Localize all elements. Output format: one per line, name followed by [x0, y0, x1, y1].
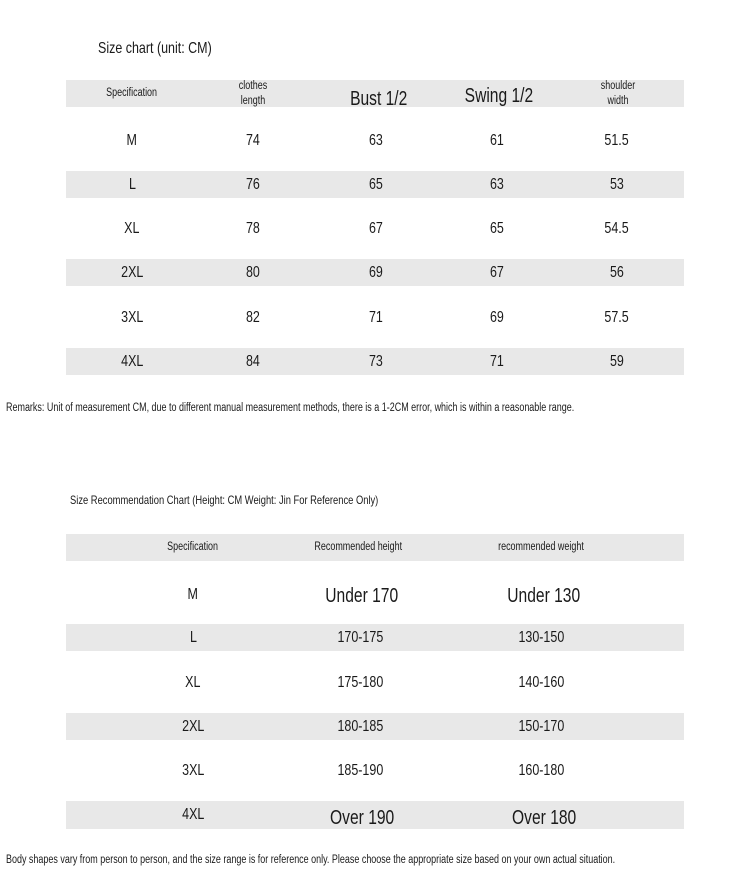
table-header-row: [66, 534, 684, 561]
size-cell: 2XL: [181, 717, 205, 735]
bust-cell: 63: [369, 131, 383, 149]
header-specification: Specification: [106, 87, 158, 99]
table-row: [66, 757, 684, 784]
size-cell: 3XL: [120, 308, 144, 326]
size-cell: 4XL: [120, 352, 144, 370]
header-swing: Swing 1/2: [464, 85, 534, 107]
table-row: [66, 127, 684, 154]
length-cell: 78: [246, 219, 260, 237]
swing-cell: 65: [490, 219, 504, 237]
recommendation-chart-title: Size Recommendation Chart (Height: CM Weight: Jin For Reference Only): [70, 493, 379, 507]
weight-cell: 140-160: [518, 673, 564, 691]
table-row: [66, 801, 684, 829]
size-cell: 3XL: [181, 761, 205, 779]
bust-cell: 69: [369, 263, 383, 281]
table-row: [66, 669, 684, 696]
shoulder-cell: 57.5: [604, 308, 630, 326]
size-cell: M: [126, 131, 138, 149]
size-cell: L: [189, 628, 197, 646]
height-cell: Under 170: [325, 585, 399, 607]
table-row: [66, 215, 684, 242]
length-cell: 76: [246, 175, 260, 193]
swing-cell: 63: [490, 175, 504, 193]
header-clothes-length: clothes length: [238, 79, 268, 107]
weight-cell: Under 130: [507, 585, 581, 607]
bust-cell: 65: [369, 175, 383, 193]
table-header-row: [66, 79, 684, 110]
size-chart-title: Size chart (unit: CM): [98, 40, 212, 57]
weight-cell: 130-150: [518, 628, 564, 646]
swing-cell: 69: [490, 308, 504, 326]
header-specification: Specification: [167, 541, 219, 553]
shoulder-cell: 56: [610, 263, 624, 281]
table-row: [66, 581, 684, 608]
length-cell: 82: [246, 308, 260, 326]
bust-cell: 73: [369, 352, 383, 370]
length-cell: 74: [246, 131, 260, 149]
length-cell: 84: [246, 352, 260, 370]
swing-cell: 67: [490, 263, 504, 281]
size-cell: 4XL: [181, 806, 205, 823]
table-row: [66, 624, 684, 651]
bust-cell: 67: [369, 219, 383, 237]
recommendation-chart-remark: Body shapes vary from person to person, and the size range is for reference only. Please choose the appropriate size based on your own actual situation.: [6, 854, 616, 866]
height-cell: 185-190: [337, 761, 383, 779]
shoulder-cell: 59: [610, 352, 624, 370]
table-row: [66, 304, 684, 331]
shoulder-cell: 51.5: [604, 131, 630, 149]
size-cell: XL: [124, 219, 140, 237]
weight-cell: Over 180: [511, 806, 577, 829]
header-recommended-height: Recommended height: [314, 541, 402, 553]
bust-cell: 71: [369, 308, 383, 326]
swing-cell: 61: [490, 131, 504, 149]
height-cell: 180-185: [337, 717, 383, 735]
size-chart-remark: Remarks: Unit of measurement CM, due to different manual measurement methods, there is a 1-2CM error, which is within a reasonable range.: [6, 402, 575, 414]
table-row: [66, 171, 684, 198]
shoulder-cell: 53: [610, 175, 624, 193]
size-cell: M: [187, 585, 199, 603]
height-cell: 170-175: [337, 628, 383, 646]
size-cell: 2XL: [120, 263, 144, 281]
shoulder-cell: 54.5: [604, 219, 630, 237]
table-row: [66, 348, 684, 375]
table-row: [66, 259, 684, 286]
header-recommended-weight: recommended weight: [498, 541, 584, 553]
height-cell: 175-180: [337, 673, 383, 691]
weight-cell: 160-180: [518, 761, 564, 779]
length-cell: 80: [246, 263, 260, 281]
height-cell: Over 190: [329, 806, 395, 829]
size-cell: XL: [185, 673, 201, 691]
header-bust: Bust 1/2: [350, 88, 408, 110]
swing-cell: 71: [490, 352, 504, 370]
size-cell: L: [128, 175, 136, 193]
table-row: [66, 713, 684, 740]
header-shoulder-width: shoulder width: [600, 79, 636, 107]
weight-cell: 150-170: [518, 717, 564, 735]
